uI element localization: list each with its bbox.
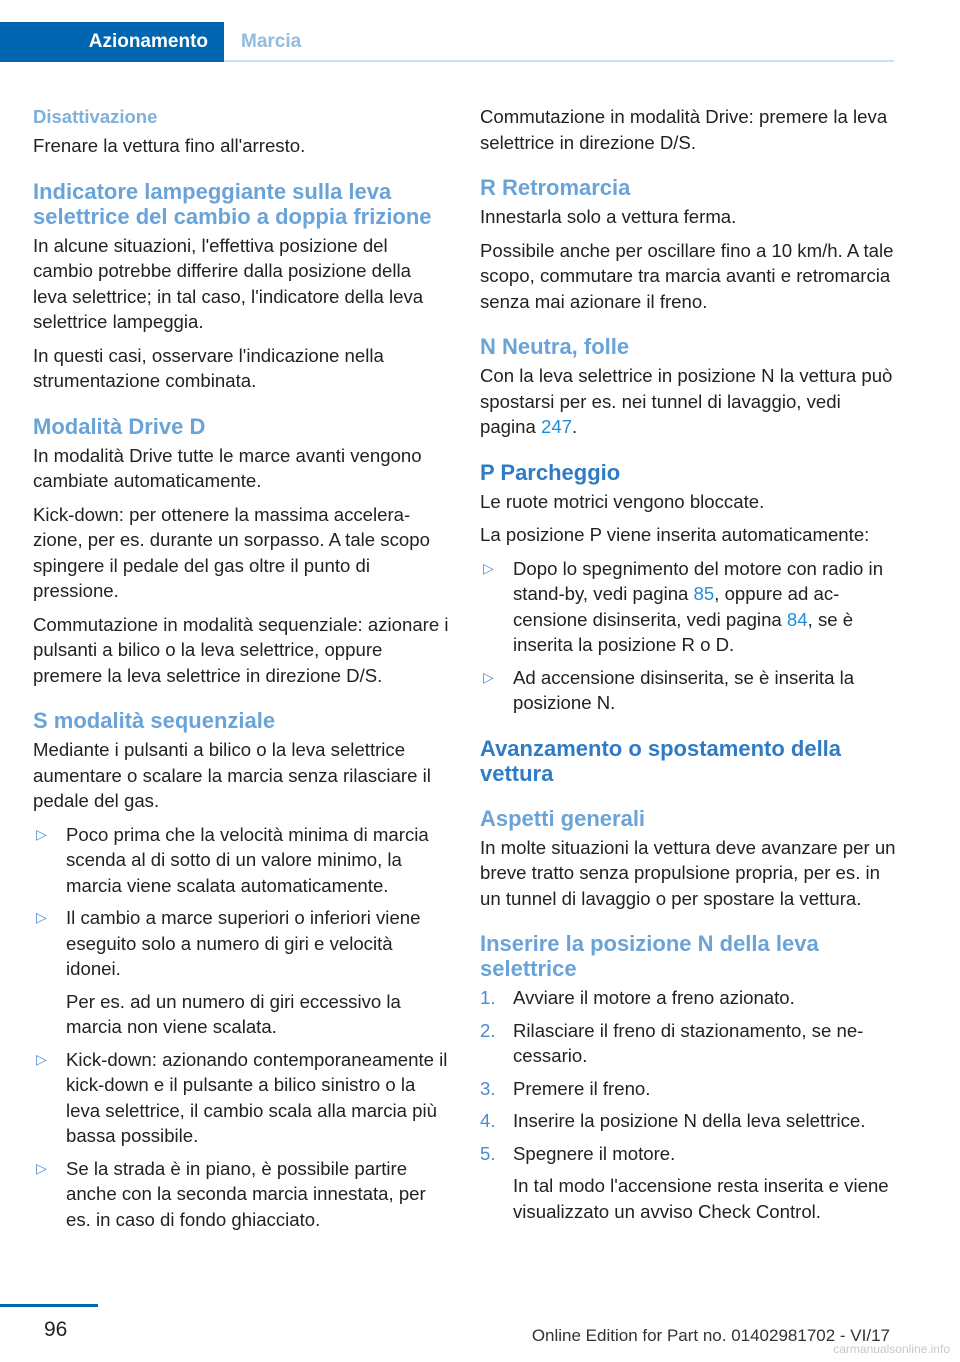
insert-n-heading: Inserire la posizione N della leva selettrice: [480, 931, 819, 981]
moving-vehicle-heading: Avanzamento o spostamento della vettura: [480, 735, 842, 786]
tab-marcia[interactable]: Marcia: [241, 31, 302, 52]
indicator-paragraph-1: In alcune situazioni, l'effettiva posizione del cambio potrebbe differire dalla posizione della leva selettrice; in tal caso, l'indicatore della leva selettrice lampeggia.: [33, 234, 424, 332]
indicator-heading: Indicatore lampeggiante sulla leva selettrice del cambio a doppia frizione: [33, 178, 432, 229]
neutral-text: Con la leva selettrice in posizione N la vettura può spostarsi per es. nei tunnel di lavaggio, vedi pagina: [480, 365, 893, 437]
step-text: Premere il freno.: [513, 1077, 651, 1099]
step-item: [480, 985, 896, 1011]
triangle-bullet-icon: ▷: [36, 909, 47, 925]
page-link-84[interactable]: 84: [786, 608, 808, 630]
sequential-mode-heading: S modalità sequenziale: [33, 708, 276, 733]
drive-mode-heading: Modalità Drive D: [33, 413, 206, 439]
drive-paragraph-3: Commutazione in modalità sequenziale: azionare i pulsanti a bilico o la leva selettrice, oppure premere la leva selettrice in direzione D/S.: [33, 613, 449, 686]
neutral-paragraph: [480, 363, 896, 440]
reverse-paragraph-2: Possibile anche per oscillare fino a 10 km/h. A tale scopo, commutare tra marcia avanti e retromarcia senza mai azionare il freno.: [480, 239, 894, 312]
list-item-text: , oppure ad accensione disinserita, vedi pagina: [513, 583, 840, 630]
page-link-247[interactable]: 247: [541, 416, 573, 437]
list-item-text: Kick-down: azionando contemporaneamente il kick-down e il pulsante a bilico sinistro o la leva selettrice, il cambio scala alla marcia più bassa possibile.: [66, 1048, 448, 1146]
tab-azionamento[interactable]: [0, 22, 224, 62]
park-paragraph-2: La posizione P viene inserita automaticamente:: [480, 524, 870, 545]
triangle-bullet-icon: ▷: [36, 1159, 47, 1176]
list-item: [33, 822, 449, 899]
step-text: Inserire la posizione N della leva selettrice.: [513, 1110, 866, 1131]
list-item-text: Ad accensione disinserita, se è inserita la posizione N.: [513, 666, 855, 713]
tab-azionamento-label: Azionamento: [88, 31, 208, 52]
step-item: [480, 1141, 896, 1225]
step-text: Rilasciare il freno di stazionamento, se necessario.: [513, 1019, 864, 1066]
sequential-paragraph-1: Mediante i pulsanti a bilico o la leva selettrice aumentare o scalare la marcia senza rilasciare il pedale del gas.: [33, 739, 431, 811]
indicator-paragraph-2: In questi casi, osservare l'indicazione nella strumentazione combinata.: [33, 344, 384, 391]
triangle-bullet-icon: ▷: [483, 668, 494, 685]
step-item: [480, 1108, 896, 1134]
step-number: 4.: [480, 1110, 496, 1131]
neutral-text-end: .: [572, 416, 578, 437]
park-heading: P Parcheggio: [480, 459, 621, 485]
sequential-list: [33, 822, 449, 1233]
drive-paragraph-2: Kick-down: per ottenere la massima accelerazione, per es. durante un sorpasso. A tale scopo spingere il pedale del gas oltre il punto di pressione.: [33, 503, 430, 601]
deactivation-heading: Disattivazione: [33, 106, 158, 127]
watermark: carmanualsonline.info: [833, 1342, 950, 1356]
list-item: [33, 1047, 449, 1149]
list-item-text: Il cambio a marce superiori o inferiori viene eseguito solo a numero di giri e velocità idonei.: [66, 907, 421, 979]
step-item: [480, 1076, 896, 1102]
step-subtext: In tal modo l'accensione resta inserita e viene visualizzato un avviso Check Control.: [513, 1175, 889, 1222]
step-item: [480, 1018, 896, 1069]
list-item: [480, 556, 896, 658]
list-item: [33, 1156, 449, 1233]
step-text: Spegnere il motore.: [513, 1142, 676, 1164]
page-link-85[interactable]: 85: [693, 583, 715, 604]
step-number: 3.: [480, 1077, 496, 1099]
reverse-paragraph-1: Innestarla solo a vettura ferma.: [480, 206, 737, 227]
edition-text: Online Edition for Part no. 01402981702 - VI/17: [531, 1326, 890, 1345]
triangle-bullet-icon: ▷: [36, 825, 47, 842]
list-item: [33, 905, 449, 1040]
list-item: [480, 665, 896, 716]
step-number: 1.: [480, 987, 496, 1008]
page-header: [0, 0, 960, 62]
park-paragraph-1: Le ruote motrici vengono bloccate.: [480, 490, 765, 512]
reverse-heading: R Retromarcia: [480, 175, 631, 200]
drive-switch-text: Commutazione in modalità Drive: premere la leva selettrice in direzione D/S.: [480, 106, 888, 153]
right-column: [480, 104, 896, 1236]
general-paragraph: In molte situazioni la vettura deve avanzare per un breve tratto senza propulsione propria, per es. in un tunnel di lavaggio o per spostare la vettura.: [480, 836, 896, 909]
list-item-text: Poco prima che la velocità minima di marcia scenda al di sotto di un valore minimo, la marcia viene scalata automaticamente.: [66, 823, 429, 896]
left-column: [33, 104, 449, 1244]
step-number: 2.: [480, 1019, 496, 1041]
general-aspects-heading: Aspetti generali: [480, 805, 646, 831]
park-list: [480, 556, 896, 716]
deactivation-text: Frenare la vettura fino all'arresto.: [33, 135, 306, 156]
neutral-heading: N Neutra, folle: [480, 334, 630, 359]
triangle-bullet-icon: ▷: [483, 559, 494, 576]
triangle-bullet-icon: ▷: [36, 1050, 47, 1067]
list-item-text: Dopo lo spegnimento del motore con radio in stand-by, vedi pagina: [513, 557, 884, 604]
list-item-subtext: Per es. ad un numero di giri eccessivo la marcia non viene scalata.: [66, 990, 401, 1037]
step-text: Avviare il motore a freno azionato.: [513, 987, 795, 1008]
steps-list: [480, 985, 896, 1224]
drive-paragraph-1: In modalità Drive tutte le marce avanti vengono cambiate automaticamente.: [33, 444, 422, 491]
step-number: 5.: [480, 1142, 496, 1164]
list-item-text: , se è inserita la posizione R o D.: [513, 608, 854, 655]
footer-accent-line: [0, 1304, 98, 1307]
header-divider: [224, 60, 894, 62]
list-item-text: Se la strada è in piano, è possibile partire anche con la seconda marcia innestata, per es. in caso di fondo ghiacciato.: [66, 1157, 426, 1230]
page-number: 96: [44, 1318, 68, 1341]
